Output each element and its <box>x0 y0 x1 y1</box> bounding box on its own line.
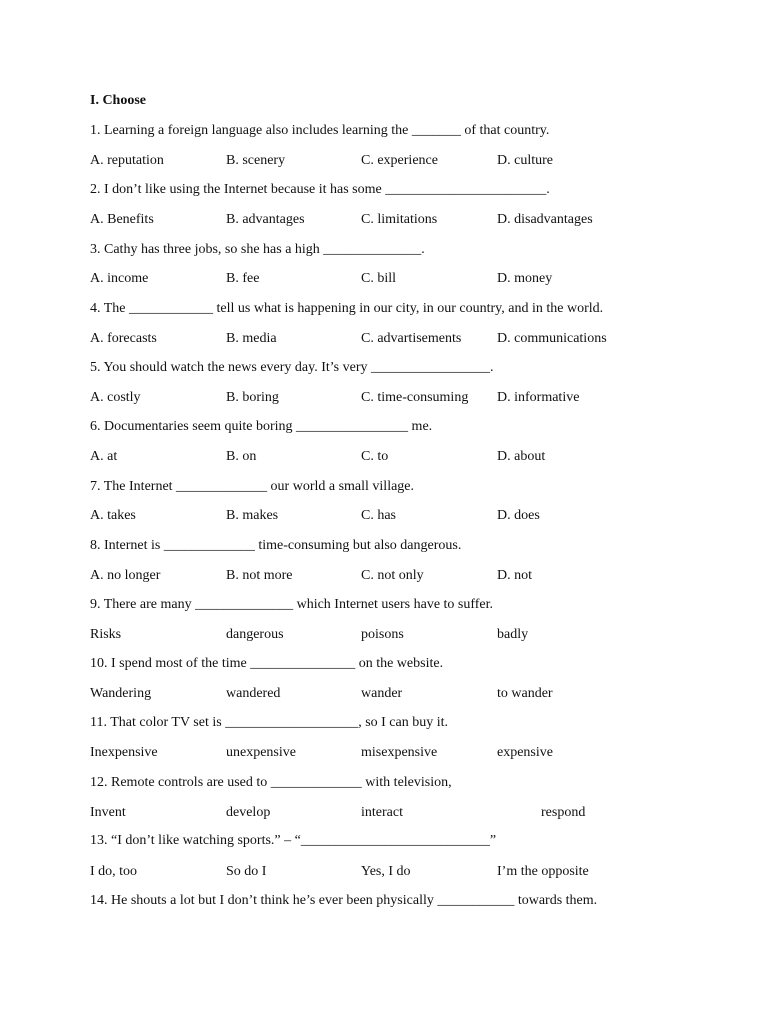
answer-option: So do I <box>226 864 267 879</box>
answer-option: B. media <box>226 331 277 346</box>
question-text: 14. He shouts a lot but I don’t think he’s ever been physically ___________ towards them. <box>90 893 598 908</box>
question-text: 10. I spend most of the time _______________ on the website. <box>90 656 444 671</box>
answer-option: D. culture <box>497 153 553 168</box>
answer-option: C. to <box>361 449 389 464</box>
answer-option: expensive <box>497 745 553 760</box>
question-text: 11. That color TV set is ___________________, so I can buy it. <box>90 715 449 730</box>
question-text: 13. “I don’t like watching sports.” – “___________________________” <box>90 833 497 848</box>
answer-option: C. limitations <box>361 212 438 227</box>
answer-option: Risks <box>90 627 122 642</box>
answer-option: interact <box>361 805 403 820</box>
answer-option: B. not more <box>226 568 293 583</box>
answer-option: wander <box>361 686 403 701</box>
answer-option: respond <box>541 805 586 820</box>
answer-option: badly <box>497 627 529 642</box>
answer-option: C. time-consuming <box>361 390 469 405</box>
answer-option: I’m the opposite <box>497 864 589 879</box>
answer-option: B. scenery <box>226 153 286 168</box>
answer-option: misexpensive <box>361 745 438 760</box>
answer-option: Wandering <box>90 686 152 701</box>
question-text: 7. The Internet _____________ our world a small village. <box>90 479 415 494</box>
answer-option: B. on <box>226 449 257 464</box>
answer-option: C. has <box>361 508 396 523</box>
answer-option: to wander <box>497 686 553 701</box>
question-text: 2. I don’t like using the Internet because it has some _______________________. <box>90 182 550 197</box>
answer-option: B. fee <box>226 271 260 286</box>
answer-option: Inexpensive <box>90 745 158 760</box>
answer-option: C. not only <box>361 568 424 583</box>
answer-option: A. no longer <box>90 568 161 583</box>
answer-option: Yes, I do <box>361 864 411 879</box>
answer-option: A. takes <box>90 508 136 523</box>
answer-option: A. Benefits <box>90 212 154 227</box>
answer-option: wandered <box>226 686 281 701</box>
question-text: 9. There are many ______________ which Internet users have to suffer. <box>90 597 494 612</box>
answer-option: develop <box>226 805 271 820</box>
question-text: 8. Internet is _____________ time-consuming but also dangerous. <box>90 538 462 553</box>
answer-option: A. at <box>90 449 118 464</box>
answer-option: D. disadvantages <box>497 212 593 227</box>
question-text: 3. Cathy has three jobs, so she has a high ______________. <box>90 242 425 257</box>
answer-option: B. advantages <box>226 212 305 227</box>
answer-option: Invent <box>90 805 126 820</box>
answer-option: D. communications <box>497 331 607 346</box>
question-text: 4. The ____________ tell us what is happening in our city, in our country, and in the world. <box>90 301 604 316</box>
answer-option: A. costly <box>90 390 141 405</box>
answer-option: poisons <box>361 627 404 642</box>
answer-option: D. not <box>497 568 532 583</box>
answer-option: B. makes <box>226 508 279 523</box>
section-title: I. Choose <box>90 93 147 108</box>
question-text: 1. Learning a foreign language also includes learning the _______ of that country. <box>90 123 550 138</box>
answer-option: I do, too <box>90 864 138 879</box>
answer-option: A. forecasts <box>90 331 157 346</box>
answer-option: B. boring <box>226 390 279 405</box>
answer-option: D. about <box>497 449 546 464</box>
answer-option: D. does <box>497 508 540 523</box>
answer-option: D. money <box>497 271 553 286</box>
answer-option: C. experience <box>361 153 438 168</box>
answer-option: C. advartisements <box>361 331 462 346</box>
answer-option: unexpensive <box>226 745 296 760</box>
answer-option: dangerous <box>226 627 284 642</box>
answer-option: C. bill <box>361 271 397 286</box>
question-text: 5. You should watch the news every day. It’s very _________________. <box>90 360 494 375</box>
answer-option: A. reputation <box>90 153 164 168</box>
answer-option: A. income <box>90 271 149 286</box>
question-text: 6. Documentaries seem quite boring ________________ me. <box>90 419 433 434</box>
question-text: 12. Remote controls are used to _____________ with television, <box>90 775 452 790</box>
answer-option: D. informative <box>497 390 580 405</box>
